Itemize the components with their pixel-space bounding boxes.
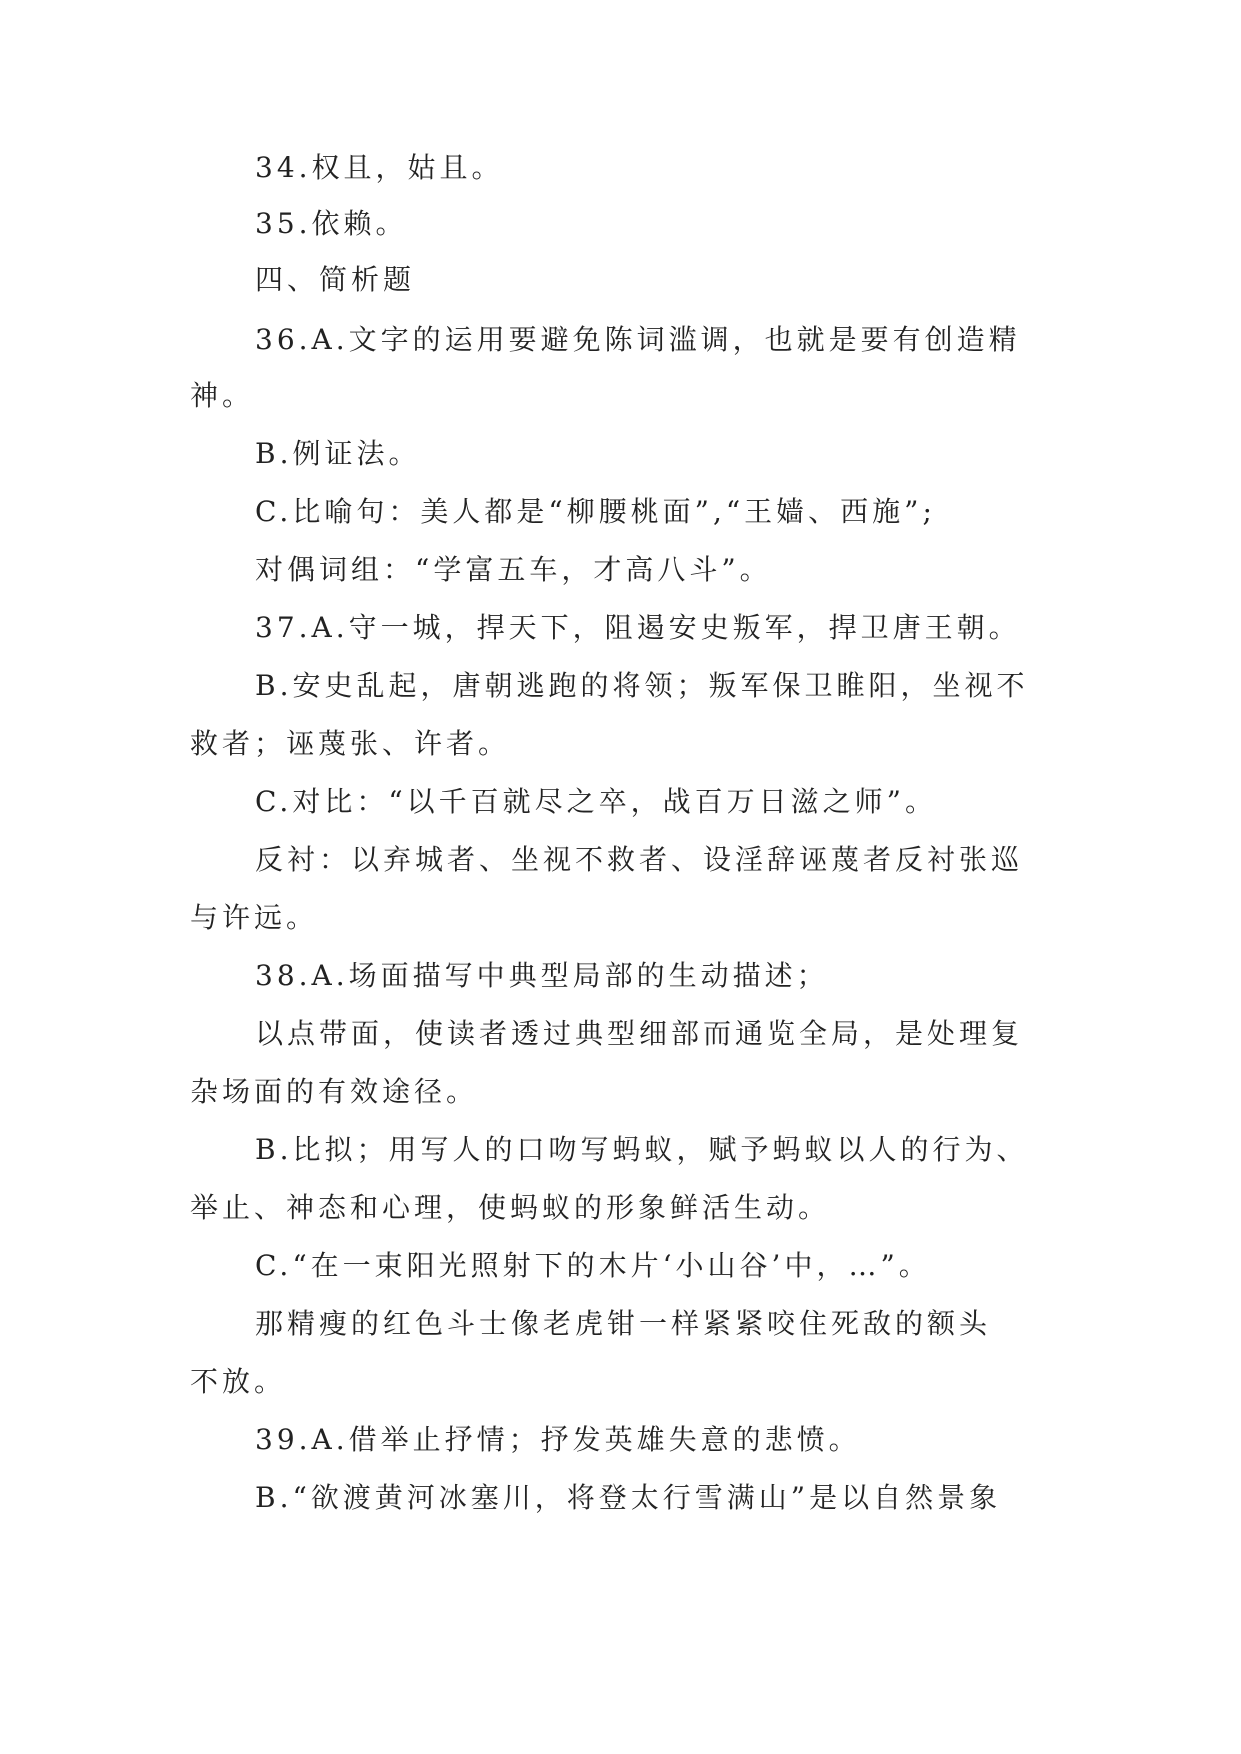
answer-38c-line-3: 不放。 — [190, 1365, 287, 1398]
answer-36b: B.例证法。 — [255, 437, 421, 470]
answer-37a: 37.A.守一城，捍天下，阻遏安史叛军，捍卫唐王朝。 — [255, 611, 1021, 644]
answer-37c-line-2: 反衬：以弃城者、坐视不救者、设淫辞诬蔑者反衬张巡 — [255, 843, 1024, 876]
answer-38b-line-1: B.比拟；用写人的口吻写蚂蚁，赋予蚂蚁以人的行为、 — [255, 1133, 1029, 1166]
answer-38a-line-3: 杂场面的有效途径。 — [190, 1075, 479, 1108]
answer-38a-line-2: 以点带面，使读者透过典型细部而通览全局，是处理复 — [255, 1017, 1024, 1050]
answer-39a: 39.A.借举止抒情；抒发英雄失意的悲愤。 — [255, 1423, 861, 1456]
answer-36c-line-1: C.比喻句：美人都是“柳腰桃面”,“王嫱、西施”; — [255, 495, 936, 528]
answer-35: 35.依赖。 — [255, 207, 408, 240]
answer-37c-line-3: 与许远。 — [190, 901, 319, 934]
answer-37c-line-1: C.对比：“以千百就尽之卒，战百万日滋之师”。 — [255, 785, 937, 818]
section-heading: 四、简析题 — [255, 263, 416, 296]
answer-38b-line-2: 举止、神态和心理，使蚂蚁的形象鲜活生动。 — [190, 1191, 831, 1224]
answer-39b-line-1: B.“欲渡黄河冰塞川，将登太行雪满山”是以自然景象 — [255, 1481, 1002, 1514]
answer-37b-line-1: B.安史乱起，唐朝逃跑的将领；叛军保卫睢阳，坐视不 — [255, 669, 1029, 702]
answer-36a-line-2: 神。 — [190, 379, 255, 412]
answer-38c-line-2: 那精瘦的红色斗士像老虎钳一样紧紧咬住死敌的额头 — [255, 1307, 992, 1340]
answer-37b-line-2: 救者；诬蔑张、许者。 — [190, 727, 511, 760]
answer-34: 34.权且，姑且。 — [255, 151, 504, 184]
answer-38c-line-1: C.“在一束阳光照射下的木片‘小山谷’中，…”。 — [255, 1249, 931, 1282]
answer-36c-line-2: 对偶词组：“学富五车，才高八斗”。 — [255, 553, 772, 586]
answer-36a-line-1: 36.A.文字的运用要避免陈词滥调，也就是要有创造精 — [255, 323, 1021, 356]
answer-38a-line-1: 38.A.场面描写中典型局部的生动描述； — [255, 959, 829, 992]
